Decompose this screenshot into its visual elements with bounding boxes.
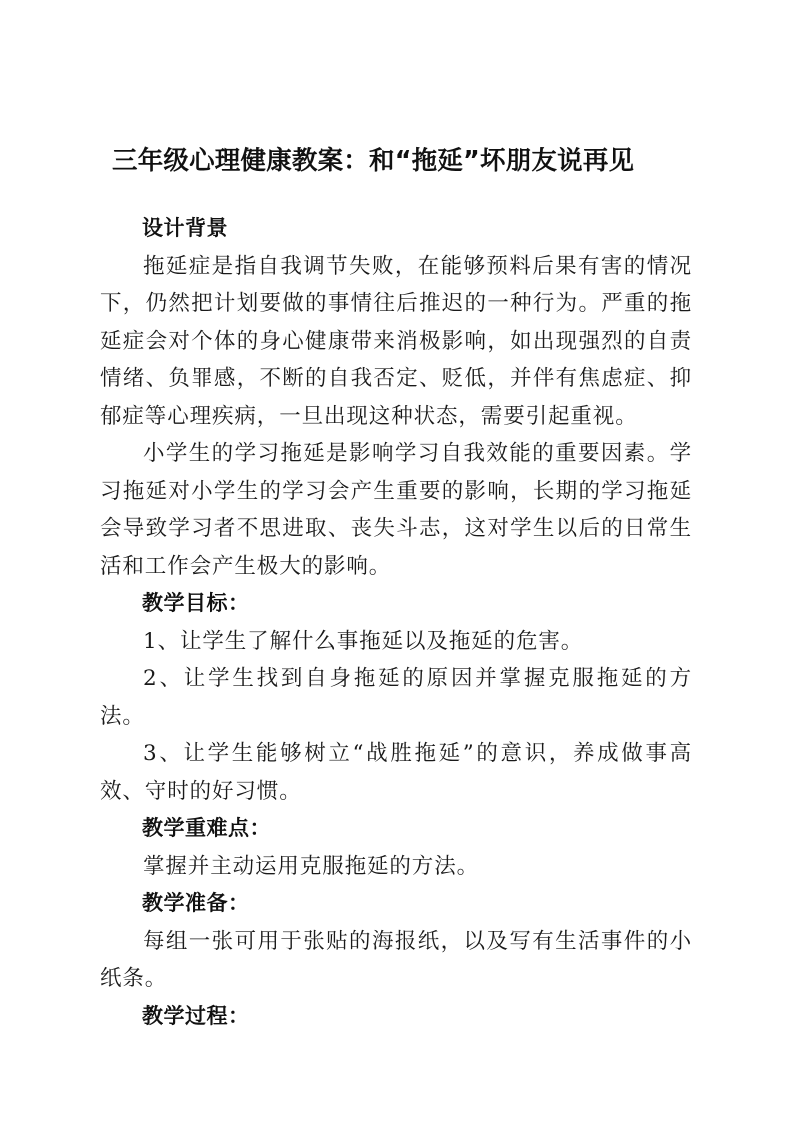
paragraph-procrastination-definition: 拖延症是指自我调节失败，在能够预料后果有害的情况下，仍然把计划要做的事情往后推迟的一种行为。严重的拖延症会对个体的身心健康带来消极影响，如出现强烈的自责情绪、负罪感，不断的自我否定、贬低，并伴有焦虑症、抑郁症等心理疾病，一旦出现这种状态，需要引起重视。 — [100, 253, 692, 429]
section-heading-teaching-objectives: 教学目标： — [142, 591, 250, 615]
page-title: 三年级心理健康教案：和“拖延”坏朋友说再见 — [112, 146, 635, 176]
paragraph-key-difficulties-body: 掌握并主动运用克服拖延的方法。 — [143, 853, 480, 879]
section-heading-teaching-preparation: 教学准备： — [142, 891, 250, 915]
document-content — [100, 140, 692, 1035]
section-heading-key-difficulties: 教学重难点： — [142, 816, 271, 840]
list-item: 2、让学生找到自身拖延的原因并掌握克服拖延的方法。 — [100, 666, 692, 729]
paragraph-student-procrastination-impact: 小学生的学习拖延是影响学习自我效能的重要因素。学习拖延对小学生的学习会产生重要的影响，长期的学习拖延会导致学习者不思进取、丧失斗志，这对学生以后的日常生活和工作会产生极大的影响。 — [100, 441, 692, 579]
section-heading-teaching-process: 教学过程： — [142, 1003, 250, 1028]
list-item: 3、让学生能够树立“战胜拖延”的意识，养成做事高效、守时的好习惯。 — [100, 741, 692, 804]
section-heading-design-background: 设计背景 — [142, 216, 228, 240]
paragraph-teaching-preparation-body: 每组一张可用于张贴的海报纸，以及写有生活事件的小纸条。 — [100, 928, 692, 991]
list-item: 1、让学生了解什么事拖延以及拖延的危害。 — [143, 628, 584, 654]
